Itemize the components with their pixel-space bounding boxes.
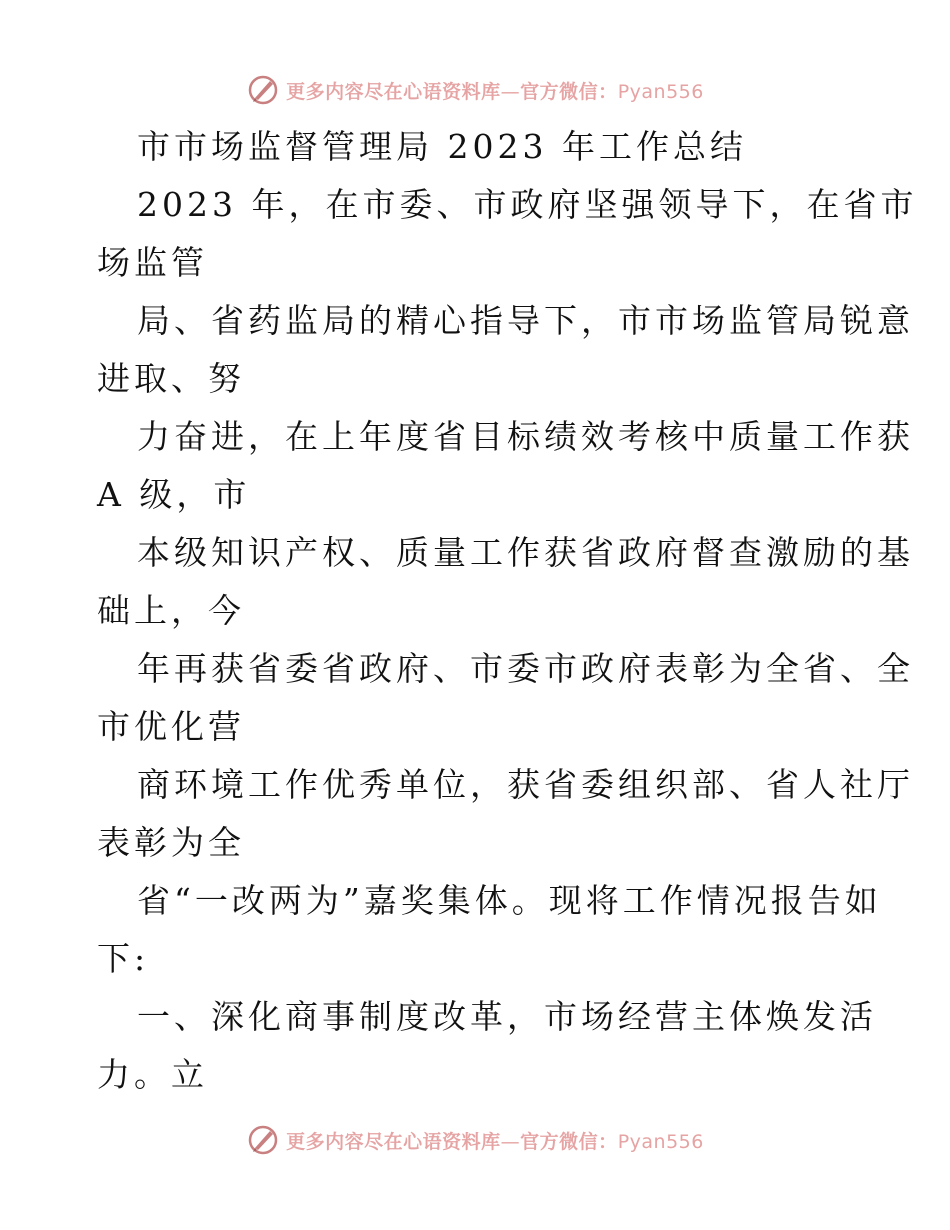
watermark-text: 更多内容尽在心语资料库—官方微信：Pyan556: [286, 80, 704, 103]
section-heading-line: 一、深化商事制度改革，市场经营主体焕发活: [137, 997, 877, 1036]
paragraph-line: 市优化营: [97, 707, 245, 746]
pen-quill-circle-icon: [246, 1123, 280, 1157]
paragraph-line: A 级，市: [97, 475, 251, 514]
document-body: [97, 118, 918, 1104]
paragraph-line: 2023 年，在市委、市政府坚强领导下，在省市: [137, 185, 918, 224]
paragraph-line: 力奋进，在上年度省目标绩效考核中质量工作获: [137, 417, 914, 456]
paragraph-line: 省“一改两为”嘉奖集体。现将工作情况报告如: [137, 881, 882, 920]
paragraph-line: 础上，今: [97, 591, 245, 630]
paragraph-line: 场监管: [97, 243, 208, 282]
paragraph-line: 力。立: [97, 1055, 208, 1094]
paragraph-line: 商环境工作优秀单位，获省委组织部、省人社厅: [137, 765, 914, 804]
pen-quill-circle-icon: [246, 73, 280, 107]
header-watermark: [0, 70, 950, 110]
footer-watermark: [0, 1120, 950, 1160]
paragraph-line: 本级知识产权、质量工作获省政府督查激励的基: [137, 533, 914, 572]
paragraph-line: 下:: [97, 939, 150, 978]
paragraph-line: 表彰为全: [97, 823, 245, 862]
paragraph-line: 局、省药监局的精心指导下，市市场监管局锐意: [137, 301, 914, 340]
paragraph-line: 进取、努: [97, 359, 245, 398]
paragraph-line: 年再获省委省政府、市委市政府表彰为全省、全: [137, 649, 914, 688]
watermark-text: 更多内容尽在心语资料库—官方微信：Pyan556: [286, 1130, 704, 1153]
document-title: 市市场监督管理局 2023 年工作总结: [137, 127, 747, 166]
